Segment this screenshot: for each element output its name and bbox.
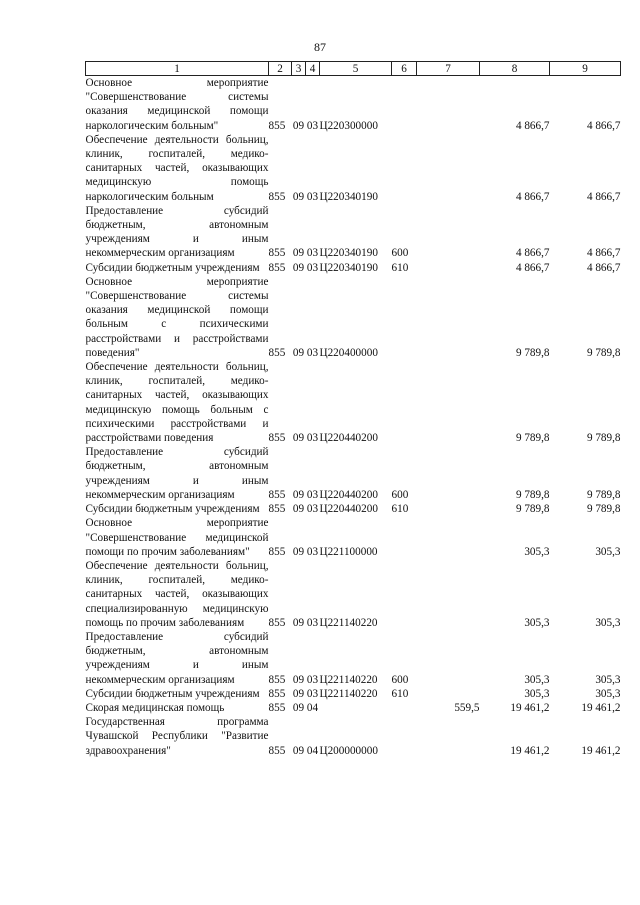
row-subsection: 03: [306, 673, 319, 686]
row-col9-value: 9 789,8: [586, 503, 621, 516]
row-col7-value: [417, 133, 480, 204]
row-col9-value: 305,3: [595, 673, 621, 686]
row-ministry: 855: [268, 616, 286, 629]
row-col7-value: [417, 445, 480, 502]
header-cell-3: 3: [292, 62, 306, 76]
row-section: 09: [292, 488, 305, 501]
row-name: Основное мероприятие "Совершенствование системы оказания медицинской помощи больным с психическими расстройствами и расстройствами поведения": [85, 275, 269, 359]
row-section: 09: [292, 744, 305, 757]
row-col7-value: [417, 559, 480, 630]
table-row: [86, 559, 621, 630]
header-cell-8: 8: [480, 62, 550, 76]
row-col9-value: 19 461,2: [581, 701, 621, 714]
table-row: [86, 502, 621, 516]
row-name: Скорая медицинская помощь: [85, 701, 225, 714]
row-name: Государственная программа Чувашской Республики "Развитие здравоохранения": [85, 716, 269, 757]
row-name: Субсидии бюджетным учреждениям: [85, 261, 260, 274]
table-row: [86, 687, 621, 701]
row-section: 09: [292, 503, 305, 516]
row-section: 09: [292, 701, 305, 714]
row-subsection: 03: [306, 488, 319, 501]
row-expense-type: [392, 360, 417, 445]
row-col8-value: 4 866,7: [515, 261, 550, 274]
row-col8-value: 19 461,2: [510, 701, 550, 714]
row-target-article: Ц220340190: [319, 247, 378, 260]
row-expense-type: 610: [391, 503, 409, 516]
header-cell-2: 2: [269, 62, 292, 76]
row-col8-value: 305,3: [524, 687, 550, 700]
row-ministry: 855: [268, 261, 286, 274]
row-col9-value: 9 789,8: [586, 346, 621, 359]
row-col7-value: [417, 630, 480, 687]
row-section: 09: [292, 545, 305, 558]
row-subsection: 03: [306, 346, 319, 359]
row-col9-value: 305,3: [595, 616, 621, 629]
row-col7-value: [417, 715, 480, 758]
row-expense-type: [392, 275, 417, 360]
table-row: [86, 701, 621, 715]
row-col8-value: 19 461,2: [510, 744, 550, 757]
row-col9-value: 9 789,8: [586, 432, 621, 445]
row-col8-value: 4 866,7: [515, 119, 550, 132]
header-cell-5: 5: [320, 62, 392, 76]
row-col9-value: 9 789,8: [586, 488, 621, 501]
table-row: [86, 630, 621, 687]
row-col7-value: [417, 204, 480, 261]
row-col7-value: [417, 275, 480, 360]
table-row: [86, 76, 621, 133]
row-col9-value: 4 866,7: [586, 247, 621, 260]
row-section: 09: [292, 119, 305, 132]
table-row: [86, 516, 621, 559]
row-col7-value: [417, 360, 480, 445]
row-target-article: Ц221140220: [319, 687, 378, 700]
row-col9-value: 4 866,7: [586, 261, 621, 274]
table-row: [86, 715, 621, 758]
row-name: Обеспечение деятельности больниц, клиник, госпиталей, медико-санитарных частей, оказывающих специализированную медицинскую помощь по прочим заболеваниям: [85, 559, 269, 629]
row-expense-type: [392, 559, 417, 630]
row-target-article: Ц221140220: [319, 616, 378, 629]
row-expense-type: 600: [391, 673, 409, 686]
row-target-article: Ц220340190: [319, 190, 378, 203]
table-row: [86, 445, 621, 502]
row-col8-value: 9 789,8: [515, 503, 550, 516]
row-ministry: 855: [268, 432, 286, 445]
row-subsection: 03: [306, 687, 319, 700]
row-col7-value: 559,5: [454, 701, 480, 714]
row-col8-value: 4 866,7: [515, 247, 550, 260]
row-section: 09: [292, 687, 305, 700]
row-section: 09: [292, 261, 305, 274]
row-expense-type: [392, 133, 417, 204]
row-ministry: 855: [268, 673, 286, 686]
row-expense-type: [392, 715, 417, 758]
row-col9-value: 305,3: [595, 545, 621, 558]
row-name: Предоставление субсидий бюджетным, автономным учреждениям и иным некоммерческим организациям: [85, 630, 269, 686]
table-row: [86, 204, 621, 261]
header-cell-9: 9: [550, 62, 621, 76]
row-col9-value: 4 866,7: [586, 119, 621, 132]
row-ministry: 855: [268, 488, 286, 501]
row-ministry: 855: [268, 687, 286, 700]
row-target-article: [320, 701, 392, 715]
row-section: 09: [292, 432, 305, 445]
row-subsection: 03: [306, 503, 319, 516]
header-cell-7: 7: [417, 62, 480, 76]
table-row: [86, 133, 621, 204]
row-col7-value: [417, 516, 480, 559]
row-name: Обеспечение деятельности больниц, клиник, госпиталей, медико-санитарных частей, оказывающих медицинскую помощь больным с психическими расстройствами и расстройствами поведения: [85, 361, 269, 445]
row-target-article: Ц221100000: [319, 545, 378, 558]
row-ministry: 855: [268, 701, 286, 714]
row-col9-value: 4 866,7: [586, 190, 621, 203]
row-col8-value: 4 866,7: [515, 190, 550, 203]
row-col8-value: 9 789,8: [515, 432, 550, 445]
row-section: 09: [292, 616, 305, 629]
row-expense-type: 610: [391, 687, 409, 700]
row-expense-type: [392, 701, 417, 715]
row-col7-value: [417, 687, 480, 701]
row-name: Предоставление субсидий бюджетным, автономным учреждениям и иным некоммерческим организациям: [85, 204, 269, 260]
row-name: Предоставление субсидий бюджетным, автономным учреждениям и иным некоммерческим организациям: [85, 446, 269, 501]
row-target-article: Ц200000000: [319, 744, 378, 757]
row-col8-value: 305,3: [524, 673, 550, 686]
row-target-article: Ц220400000: [319, 346, 378, 359]
row-name: Субсидии бюджетным учреждениям: [85, 687, 260, 700]
row-section: 09: [292, 247, 305, 260]
row-section: 09: [292, 190, 305, 203]
row-subsection: 04: [306, 701, 319, 714]
row-name: Субсидии бюджетным учреждениям: [85, 503, 260, 516]
row-subsection: 03: [306, 432, 319, 445]
row-subsection: 03: [306, 247, 319, 260]
row-section: 09: [292, 673, 305, 686]
row-subsection: 03: [306, 261, 319, 274]
row-target-article: Ц220300000: [319, 119, 378, 132]
row-col7-value: [417, 261, 480, 275]
row-expense-type: 600: [391, 488, 409, 501]
row-col8-value: 9 789,8: [515, 488, 550, 501]
row-col8-value: 305,3: [524, 616, 550, 629]
table-body: [86, 76, 621, 758]
table-row: [86, 275, 621, 360]
budget-table: [85, 61, 621, 758]
row-target-article: Ц221140220: [319, 673, 378, 686]
row-target-article: Ц220440200: [319, 432, 378, 445]
row-subsection: 03: [306, 190, 319, 203]
header-cell-1: 1: [86, 62, 269, 76]
row-target-article: Ц220440200: [319, 503, 378, 516]
row-subsection: 04: [306, 744, 319, 757]
row-col8-value: 305,3: [524, 545, 550, 558]
row-subsection: 03: [306, 545, 319, 558]
row-section: 09: [292, 346, 305, 359]
page-number: 87: [314, 40, 326, 54]
row-name: Основное мероприятие "Совершенствование системы оказания медицинской помощи наркологическим больным": [85, 77, 269, 132]
row-ministry: 855: [268, 346, 286, 359]
row-ministry: 855: [268, 119, 286, 132]
row-name: Обеспечение деятельности больниц, клиник, госпиталей, медико-санитарных частей, оказывающих медицинскую помощь наркологическим больным: [85, 133, 269, 203]
table-row: [86, 261, 621, 275]
row-ministry: 855: [268, 503, 286, 516]
header-row: [86, 62, 621, 76]
row-subsection: 03: [306, 119, 319, 132]
row-expense-type: 600: [391, 247, 409, 260]
row-col7-value: [417, 502, 480, 516]
row-ministry: 855: [268, 545, 286, 558]
row-target-article: Ц220340190: [319, 261, 378, 274]
row-col7-value: [417, 76, 480, 133]
row-col9-value: 19 461,2: [581, 744, 621, 757]
row-expense-type: 610: [391, 261, 409, 274]
row-name: Основное мероприятие "Совершенствование медицинской помощи по прочим заболеваниям": [85, 517, 269, 558]
row-subsection: 03: [306, 616, 319, 629]
row-target-article: Ц220440200: [319, 488, 378, 501]
row-col9-value: 305,3: [595, 687, 621, 700]
header-cell-6: 6: [392, 62, 417, 76]
row-ministry: 855: [268, 744, 286, 757]
header-cell-4: 4: [306, 62, 320, 76]
row-col8-value: 9 789,8: [515, 346, 550, 359]
row-expense-type: [392, 516, 417, 559]
row-ministry: 855: [268, 190, 286, 203]
table-row: [86, 360, 621, 445]
row-expense-type: [392, 76, 417, 133]
row-ministry: 855: [268, 247, 286, 260]
